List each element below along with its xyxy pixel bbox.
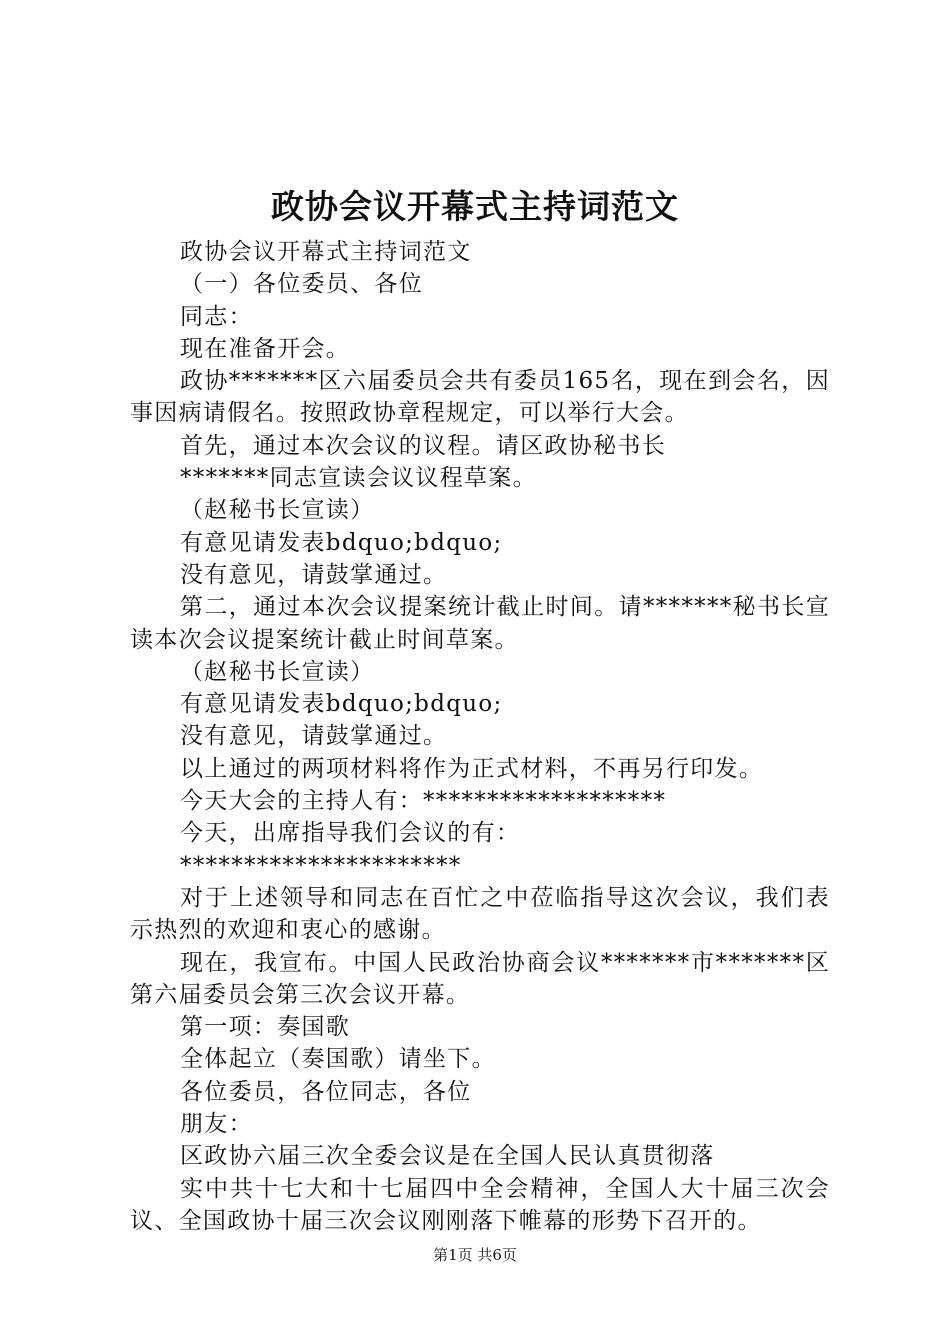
paragraph: 今天，出席指导我们会议的有：	[180, 820, 521, 847]
document-body	[130, 236, 830, 1237]
paragraph: 第二，通过本次会议提案统计截止时间。请*******秘书长宣读本次会议提案统计截止时间草案。	[130, 594, 830, 653]
paragraph: 对于上述领导和同志在百忙之中莅临指导这次会议，我们表示热烈的欢迎和衷心的感谢。	[130, 884, 830, 944]
paragraph: 没有意见，请鼓掌通过。	[180, 561, 448, 588]
paragraph: 实中共十七大和十七届四中全会精神，全国人大十届三次会议、全国政协十届三次会议刚刚落下帷幕的形势下召开的。	[130, 1175, 830, 1234]
paragraph: 第一项：奏国歌	[180, 1014, 351, 1041]
paragraph: 以上通过的两项材料将作为正式材料，不再另行印发。	[180, 755, 764, 782]
paragraph: 有意见请发表bdquo;bdquo;	[180, 691, 503, 718]
paragraph: （赵秘书长宣读）	[180, 658, 375, 685]
paragraph: 各位委员，各位同志，各位	[180, 1078, 472, 1105]
paragraph: 没有意见，请鼓掌通过。	[180, 723, 448, 750]
paragraph: 现在准备开会。	[180, 335, 351, 362]
paragraph: 现在，我宣布。中国人民政治协商会议*******市*******区第六届委员会第三次会议开幕。	[130, 949, 830, 1008]
paragraph: 朋友：	[180, 1111, 253, 1138]
paragraph: （赵秘书长宣读）	[180, 497, 375, 524]
paragraph: **********************	[180, 852, 462, 879]
paragraph: 政协会议开幕式主持词范文	[180, 239, 472, 265]
paragraph: 全体起立（奏国歌）请坐下。	[180, 1046, 496, 1073]
document-title: 政协会议开幕式主持词范文	[271, 187, 679, 226]
paragraph: 今天大会的主持人有：*******************	[180, 788, 667, 815]
paragraph: *******同志宣读会议议程草案。	[180, 465, 537, 492]
paragraph: 区政协六届三次全委会议是在全国人民认真贯彻落	[180, 1143, 715, 1170]
paragraph: 有意见请发表bdquo;bdquo;	[180, 529, 503, 556]
paragraph: 首先，通过本次会议的议程。请区政协秘书长	[180, 432, 666, 459]
paragraph: （一）各位委员、各位	[180, 271, 423, 298]
page-footer: 第1页 共6页	[433, 1246, 517, 1264]
paragraph: 同志：	[180, 303, 253, 330]
paragraph: 政协*******区六届委员会共有委员165名，现在到会名，因事因病请假名。按照政协章程规定，可以举行大会。	[130, 368, 830, 427]
